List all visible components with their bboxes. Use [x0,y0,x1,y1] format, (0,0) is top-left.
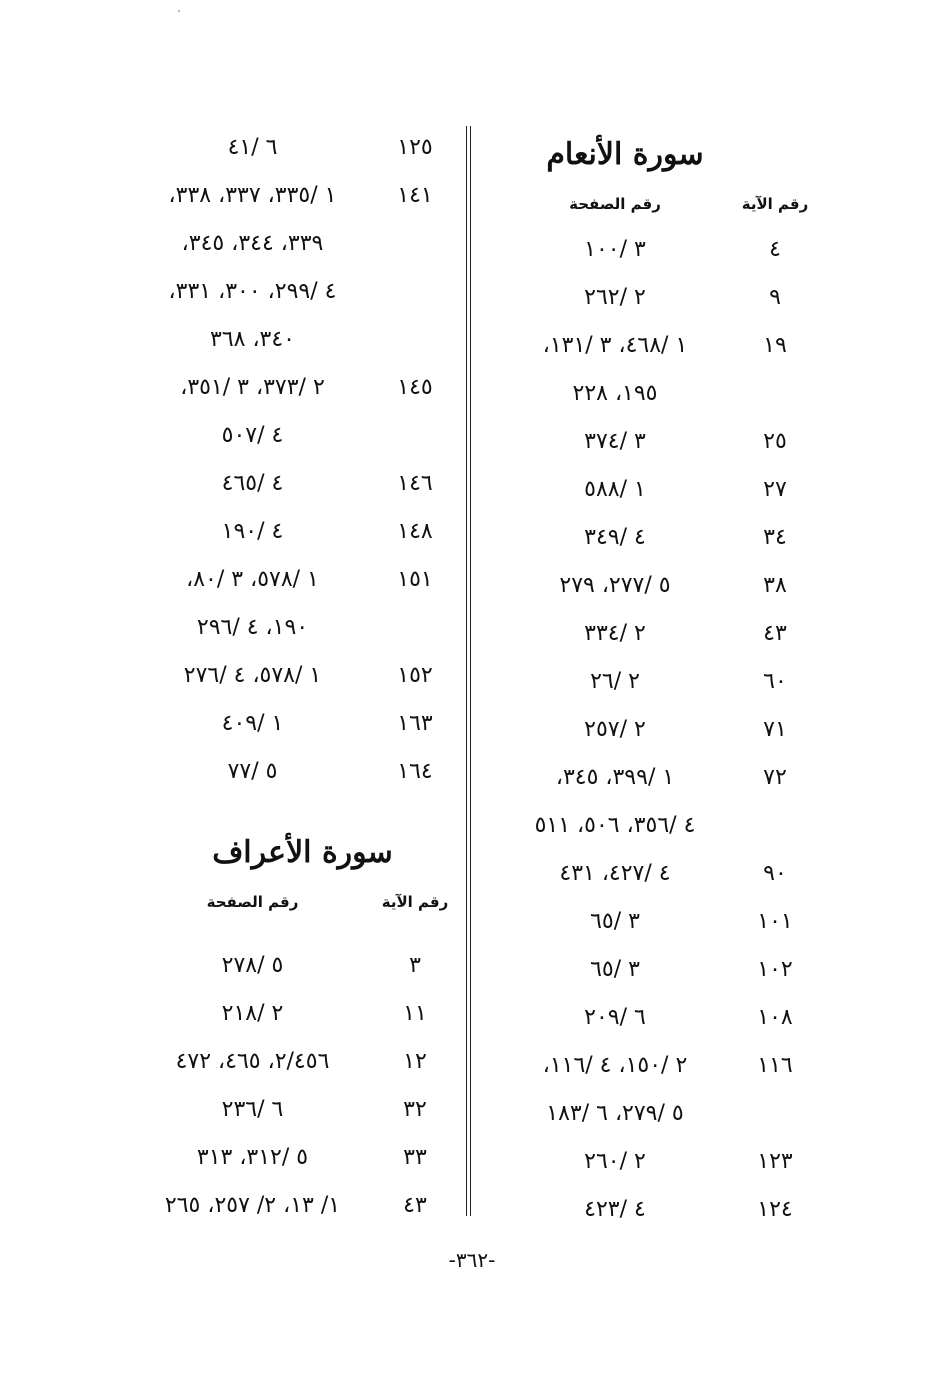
index-row [130,556,455,604]
page-references: ٤ /٤٦٥ [221,471,284,496]
page-references: ١ /٤٠٩ [221,711,284,736]
index-row [130,652,455,700]
page-references: ٥ /٣١٢، ٣١٣ [196,1145,309,1170]
column-divider-line [470,126,471,1216]
surah-title-araf: سورة الأعراف [212,835,393,870]
index-row [130,604,455,652]
index-row [480,706,810,754]
right-column [480,128,810,1234]
page-references: ١ /٣٩٩، ٣٤٥، [555,765,675,790]
index-row [130,1038,455,1086]
ayah-number: ١٢٤ [757,1197,793,1222]
page-references: ٤ /٤٢٧، ٤٣١ [559,861,671,886]
page-references: ٣ /١٠٠ [584,237,646,262]
ayah-number: ١٥٢ [397,663,433,688]
ayah-number: ٤٣ [763,621,787,646]
page-references: ٤ /٢٩٩، ٣٠٠، ٣٣١، [168,279,337,304]
page-references: ٣٣٩، ٣٤٤، ٣٤٥، [181,231,324,256]
ayah-number: ١٠٨ [757,1005,793,1030]
page-references: ١/ ١٣، ٢/ ٢٥٧، ٢٦٥ [164,1193,341,1218]
index-row [130,942,455,990]
ayah-number: ١٥١ [397,567,433,592]
index-row [480,610,810,658]
page-references: ٤ /١٩٠ [221,519,284,544]
ayah-number: ٧٢ [763,765,787,790]
ayah-number: ٣٣ [403,1145,427,1170]
index-rows [480,226,810,1234]
page-references: ٤ /٣٤٩ [584,525,646,550]
index-row [480,1042,810,1090]
index-rows [130,124,455,796]
page-references: ١ /٥٧٨، ٣ /٨٠، [186,567,319,592]
page-number: -٣٦٢- [448,1248,496,1272]
ayah-number: ١١ [403,1001,427,1026]
page-references: ٢ /٣٧٣، ٣ /٣٥١، [180,375,325,400]
ayah-number: ١٩ [763,333,787,358]
header-ayah-number: رقم الآية [741,195,809,213]
page-references: ٣ /٦٥ [590,957,640,982]
index-row [480,418,810,466]
index-row [480,658,810,706]
header-page-number: رقم الصفحة [206,893,299,911]
index-row [480,802,810,850]
index-row [480,322,810,370]
page-references: ١ /٥٧٨، ٤ /٢٧٦ [183,663,322,688]
page-references: ١ /٣٣٥، ٣٣٧، ٣٣٨، [168,183,337,208]
index-row [480,226,810,274]
index-rows [130,942,455,1230]
page-references: ٢ /٢٦ [590,669,640,694]
ayah-number: ٤ [769,237,781,262]
page-references: ٢ /٢١٨ [221,1001,284,1026]
ayah-number: ١٠٢ [757,957,793,982]
ayah-number: ٩ [769,285,781,310]
ayah-number: ١٢٣ [757,1149,793,1174]
page-references: ١٩٠، ٤ /٢٩٦ [196,615,309,640]
page-references: ٥ /٢٧٧، ٢٧٩ [559,573,671,598]
ayah-number: ٩٠ [763,861,787,886]
page-references: ٤ /٤٢٣ [584,1197,646,1222]
page-references: ٢ /٢٦٢ [584,285,646,310]
ayah-number: ٦٠ [763,669,787,694]
index-row [130,364,455,412]
page-references: ٢ /٣٣٤ [584,621,646,646]
index-row [130,1182,455,1230]
page-references: ٢ /١٥٠، ٤ /١١٦، [542,1053,688,1078]
page-references: ٢/٤٥٦، ٤٦٥، ٤٧٢ [175,1049,330,1074]
page-references: ٥ /٧٧ [227,759,278,784]
page-references: ٥ /٢٧٨ [221,953,284,978]
page-references: ٦ /٤١ [227,135,278,160]
index-row [480,466,810,514]
page-references: ٥ /٢٧٩، ٦ /١٨٣ [546,1101,684,1126]
page-references: ١ /٥٨٨ [584,477,646,502]
column-header [480,182,810,226]
ayah-number: ٣ [409,953,421,978]
index-row [130,412,455,460]
page-references: ٣٤٠، ٣٦٨ [210,327,295,352]
page-references: ٤ /٥٠٧ [221,423,284,448]
index-row [130,220,455,268]
ayah-number: ٣٢ [403,1097,427,1122]
page-references: ٣ /٣٧٤ [584,429,646,454]
index-row [480,898,810,946]
index-row [130,268,455,316]
ayah-number: ١٤٦ [397,471,433,496]
page-references: ٤ /٣٥٦، ٥٠٦، ٥١١ [534,813,696,838]
page-references: ٦ /٢٠٩ [584,1005,646,1030]
index-row [480,754,810,802]
page-references: ٢ /٢٥٧ [584,717,646,742]
column-header [130,880,455,924]
index-row [480,946,810,994]
ayah-number: ١٤١ [397,183,433,208]
scan-mark [178,10,180,12]
page-references: ٦ /٢٣٦ [221,1097,284,1122]
page-references: ١ /٤٦٨، ٣ /١٣١، [542,333,688,358]
ayah-number: ٢٧ [763,477,787,502]
surah-title-anam: سورة الأنعام [546,137,704,172]
ayah-number: ١١٦ [757,1053,793,1078]
page-references: ٢ /٢٦٠ [584,1149,646,1174]
left-column [130,124,455,1230]
page-references: ١٩٥، ٢٢٨ [572,381,658,406]
index-row [130,508,455,556]
index-row [130,460,455,508]
index-row [480,1138,810,1186]
page-references: ٣ /٦٥ [590,909,640,934]
ayah-number: ١٤٨ [397,519,433,544]
index-row [130,172,455,220]
header-page-number: رقم الصفحة [569,195,661,213]
ayah-number: ١٠١ [757,909,793,934]
index-row [130,316,455,364]
index-row [480,1186,810,1234]
ayah-number: ٧١ [763,717,787,742]
ayah-number: ١٤٥ [397,375,433,400]
index-row [130,700,455,748]
header-ayah-number: رقم الآية [381,893,449,911]
ayah-number: ٤٣ [403,1193,427,1218]
ayah-number: ٣٤ [763,525,787,550]
index-row [130,124,455,172]
ayah-number: ٣٨ [763,573,787,598]
index-row [130,748,455,796]
index-row [130,1086,455,1134]
index-row [130,990,455,1038]
index-row [480,562,810,610]
ayah-number: ١٦٣ [397,711,433,736]
index-row [480,370,810,418]
index-row [480,274,810,322]
ayah-number: ١٢٥ [397,135,433,160]
index-row [480,850,810,898]
column-divider-line [466,126,467,1216]
index-row [130,1134,455,1182]
index-row [480,1090,810,1138]
ayah-number: ٢٥ [763,429,787,454]
ayah-number: ١٦٤ [397,759,433,784]
index-row [480,514,810,562]
section-gap [130,796,455,826]
index-row [480,994,810,1042]
ayah-number: ١٢ [403,1049,427,1074]
section-gap [130,924,455,942]
